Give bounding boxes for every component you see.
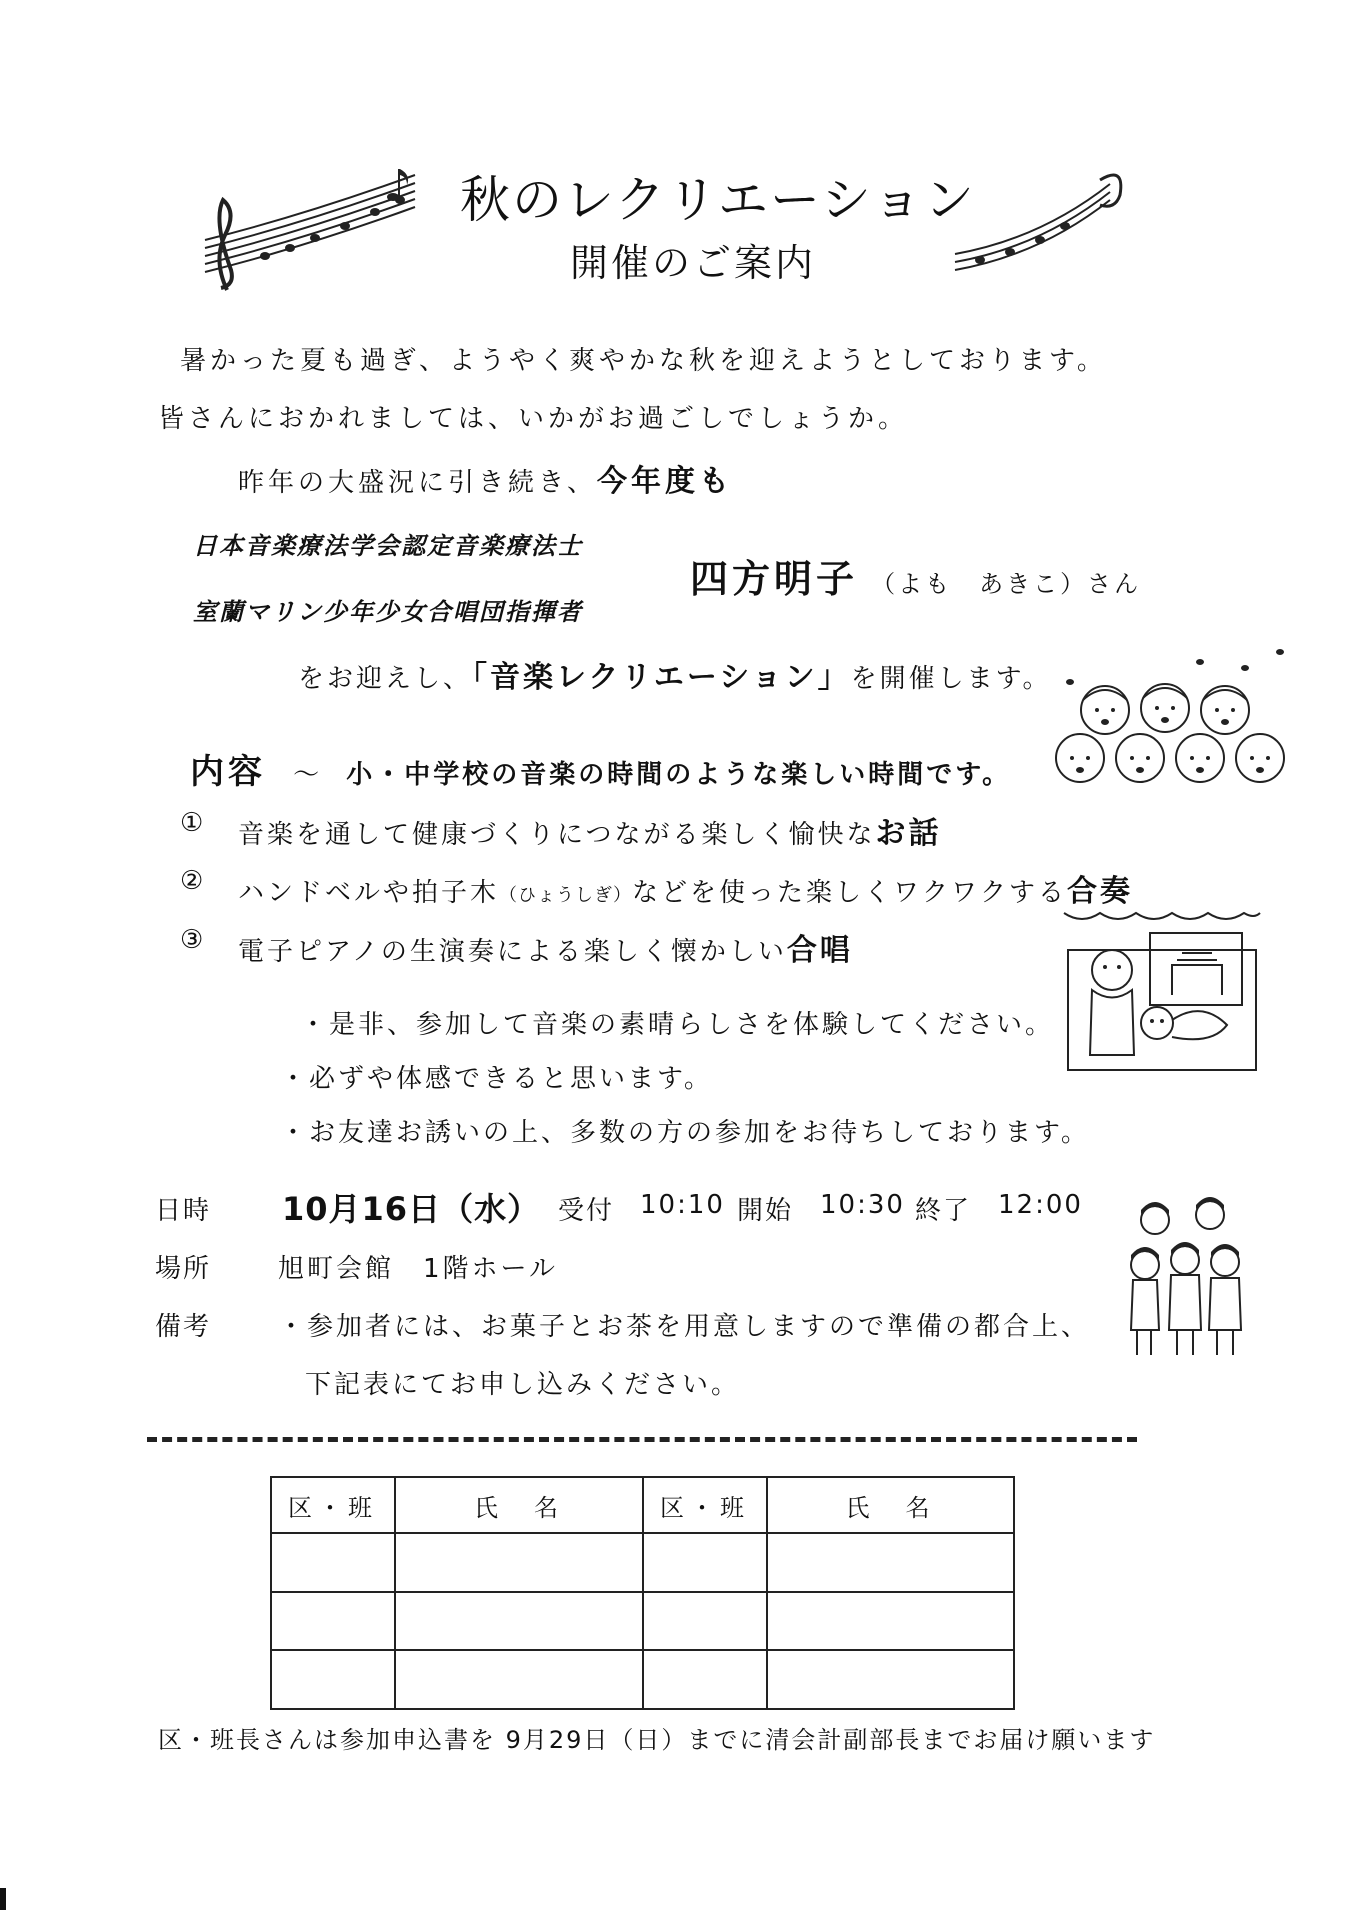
registration-header-row bbox=[271, 1477, 1014, 1533]
guest-name-reading: （よも あきこ）さん bbox=[871, 570, 1142, 598]
header-district-group-1: 区・班 bbox=[271, 1477, 395, 1533]
guest-name: 四方明子 bbox=[690, 557, 859, 601]
content-item-1-mark: ① bbox=[180, 808, 204, 838]
district-group-cell[interactable] bbox=[643, 1650, 767, 1709]
event-date: 10月16日（水） bbox=[282, 1190, 541, 1228]
intro-line-3 bbox=[238, 456, 733, 500]
notes-label: 備考 bbox=[155, 1312, 212, 1342]
reception-time: 10:10 bbox=[640, 1190, 725, 1220]
deadline-note: 区・班長さんは参加申込書を 9月29日（日）までに清会計副部長までお届け願います bbox=[158, 1726, 1156, 1754]
end-label: 終了 bbox=[915, 1196, 972, 1226]
district-group-cell[interactable] bbox=[643, 1533, 767, 1592]
notes-line-2: 下記表にてお申し込みください。 bbox=[305, 1370, 741, 1400]
district-group-cell[interactable] bbox=[271, 1592, 395, 1651]
singing-children-illustration bbox=[1055, 640, 1290, 800]
district-group-cell[interactable] bbox=[271, 1650, 395, 1709]
intro-line-2: 皆さんにおかれましては、いかがお過ごしでしょうか。 bbox=[158, 404, 909, 434]
content-item-2-reading: （ひょうしぎ） bbox=[499, 885, 633, 906]
intro-line-3-prefix: 昨年の大盛況に引き続き、 bbox=[238, 468, 597, 498]
content-item-2 bbox=[238, 866, 1133, 910]
header-district-group-2: 区・班 bbox=[643, 1477, 767, 1533]
content-label: 内容 bbox=[190, 752, 266, 792]
header-name-2: 氏 名 bbox=[767, 1477, 1014, 1533]
content-item-2-mark: ② bbox=[180, 866, 204, 896]
bullet-experience: ・是非、参加して音楽の素晴らしさを体験してください。 bbox=[300, 1010, 1055, 1040]
registration-table bbox=[270, 1476, 1015, 1710]
children-group-illustration bbox=[1125, 1190, 1265, 1360]
content-item-2-text-2: などを使った楽しくワクワクする bbox=[632, 878, 1068, 908]
bullet-feel: ・必ずや体感できると思います。 bbox=[280, 1064, 713, 1094]
content-description: 小・中学校の音楽の時間のような楽しい時間です。 bbox=[346, 760, 1012, 790]
start-time: 10:30 bbox=[820, 1190, 905, 1220]
content-item-3-emphasis: 合唱 bbox=[786, 933, 853, 968]
content-item-2-text: ハンドベルや拍子木 bbox=[238, 878, 500, 908]
content-tilde: ～ bbox=[293, 760, 320, 790]
content-heading bbox=[190, 744, 1011, 793]
intro-line-1: 暑かった夏も過ぎ、ようやく爽やかな秋を迎えようとしております。 bbox=[180, 346, 1107, 376]
guest-name-block bbox=[690, 548, 1141, 603]
event-place: 旭町会館 1階ホール bbox=[278, 1254, 559, 1284]
notes-line-1: ・参加者には、お菓子とお茶を用意しますので準備の都合上、 bbox=[278, 1312, 1091, 1342]
bullet-invite: ・お友達お誘いの上、多数の方の参加をお待ちしております。 bbox=[280, 1118, 1090, 1148]
content-item-3-text: 電子ピアノの生演奏による楽しく懐かしい bbox=[238, 937, 787, 967]
content-item-3 bbox=[238, 925, 853, 969]
content-item-1 bbox=[238, 808, 941, 852]
date-label: 日時 bbox=[155, 1196, 212, 1226]
content-item-3-mark: ③ bbox=[180, 925, 204, 955]
header-name-1: 氏 名 bbox=[395, 1477, 643, 1533]
start-label: 開始 bbox=[737, 1196, 794, 1226]
district-group-cell[interactable] bbox=[643, 1592, 767, 1651]
cut-line bbox=[147, 1437, 1137, 1442]
reception-label: 受付 bbox=[558, 1196, 615, 1226]
place-label: 場所 bbox=[155, 1254, 212, 1284]
name-cell[interactable] bbox=[767, 1592, 1014, 1651]
music-staff-right-illustration bbox=[950, 160, 1140, 290]
content-item-1-emphasis: お話 bbox=[875, 816, 942, 851]
name-cell[interactable] bbox=[395, 1592, 643, 1651]
welcome-line bbox=[298, 652, 1052, 696]
name-cell[interactable] bbox=[767, 1650, 1014, 1709]
music-note-icon bbox=[385, 165, 415, 205]
end-time: 12:00 bbox=[998, 1190, 1083, 1220]
content-item-1-text: 音楽を通して健康づくりにつながる楽しく愉快な bbox=[238, 820, 876, 850]
table-row bbox=[271, 1533, 1014, 1592]
name-cell[interactable] bbox=[395, 1533, 643, 1592]
name-cell[interactable] bbox=[767, 1533, 1014, 1592]
scan-edge-mark bbox=[0, 1888, 6, 1910]
guest-title-therapist: 日本音楽療法学会認定音楽療法士 bbox=[193, 532, 583, 560]
intro-line-3-emphasis: 今年度も bbox=[596, 464, 733, 499]
table-row bbox=[271, 1592, 1014, 1651]
guest-title-conductor: 室蘭マリン少年少女合唱団指揮者 bbox=[193, 598, 583, 626]
table-row bbox=[271, 1650, 1014, 1709]
page-subtitle: 開催のご案内 bbox=[570, 241, 817, 285]
welcome-suffix: を開催します。 bbox=[850, 664, 1052, 694]
event-name: 「音楽レクリエーション」 bbox=[472, 660, 851, 695]
content-item-2-emphasis: 合奏 bbox=[1067, 874, 1134, 909]
page-title: 秋のレクリエーション bbox=[460, 171, 976, 229]
name-cell[interactable] bbox=[395, 1650, 643, 1709]
storyteller-stage-illustration bbox=[1062, 905, 1262, 1075]
welcome-prefix: をお迎えし、 bbox=[298, 664, 473, 694]
district-group-cell[interactable] bbox=[271, 1533, 395, 1592]
